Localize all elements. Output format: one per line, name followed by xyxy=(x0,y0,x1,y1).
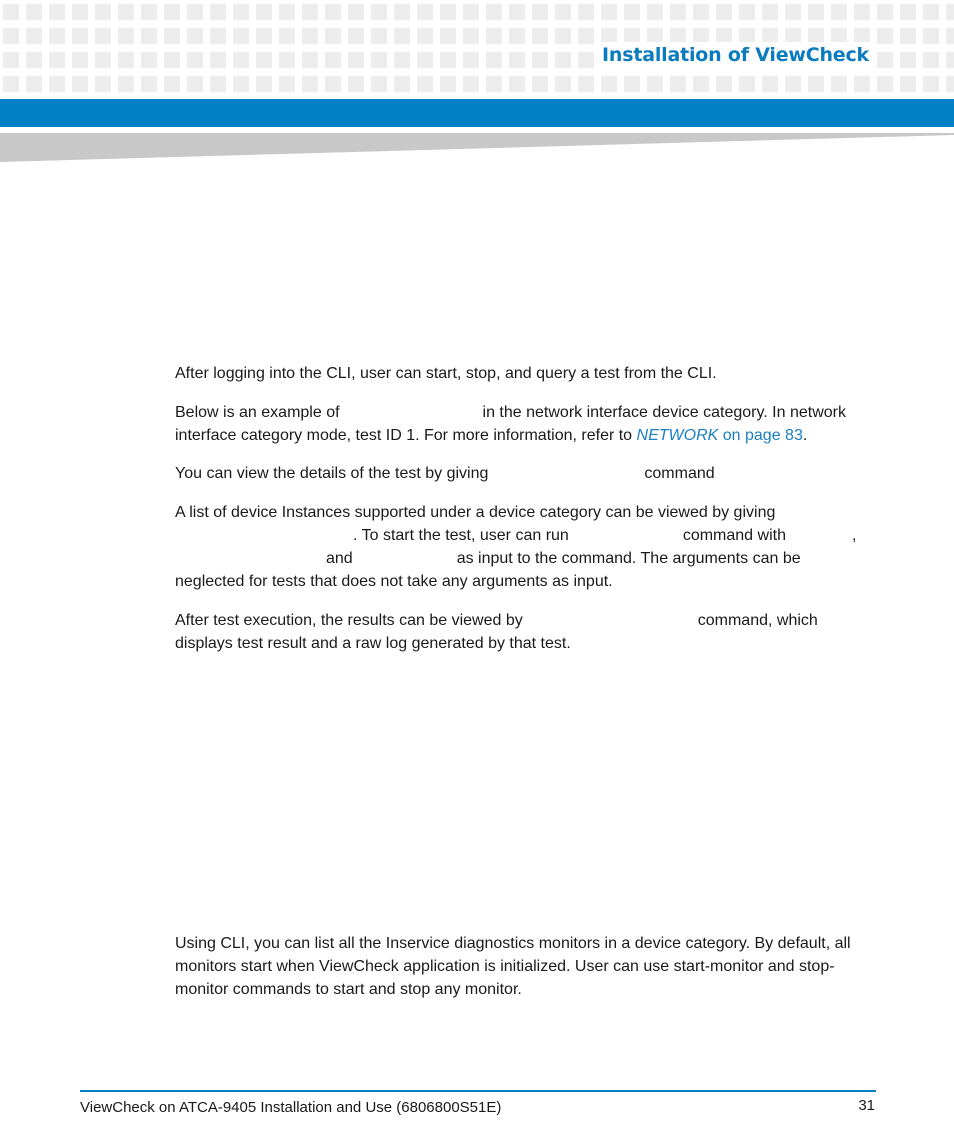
text: After test execution, the results can be viewed by xyxy=(175,612,523,629)
footer-document-title: ViewCheck on ATCA-9405 Installation and Use (6806800S51E) xyxy=(80,1099,502,1116)
text: command xyxy=(644,465,715,482)
text: . To start the test, user can run xyxy=(353,527,569,544)
paragraph-device-instances xyxy=(175,501,875,593)
text: command, which xyxy=(697,612,818,629)
text: You can view the details of the test by giving xyxy=(175,465,489,482)
text: , xyxy=(851,527,857,544)
text: displays test result and a raw log generated by that test. xyxy=(175,635,571,652)
paragraph-results xyxy=(175,609,875,655)
text: A list of device Instances supported under a device category can be viewed by giving xyxy=(175,504,776,521)
page-number: 31 xyxy=(858,1097,875,1114)
paragraph-start-stop-query: After logging into the CLI, user can start, stop, and query a test from the CLI. xyxy=(175,365,717,382)
text: Below is an example of xyxy=(175,404,340,421)
paragraph-view-details xyxy=(175,462,875,485)
text: interface category mode, test ID 1. For more information, refer to xyxy=(175,427,633,444)
section-title: Installation of ViewCheck xyxy=(598,42,873,68)
text: as input to the command. The arguments can be xyxy=(456,550,801,567)
paragraph-example: Below is an example of in the network interface device category. In network interface category mode, test ID 1. For more information, refer to NETWORK on page 83. xyxy=(175,404,846,444)
header-blue-bar xyxy=(0,99,954,127)
network-link[interactable]: NETWORK on page 83 xyxy=(636,427,803,444)
footer-divider xyxy=(80,1090,876,1092)
text: in the network interface device category. In network xyxy=(482,404,846,421)
paragraph-monitors: Using CLI, you can list all the Inservice diagnostics monitors in a device category. By default, all monitors start when ViewCheck application is initialized. User can use start-monitor and stop-monitor commands to start and stop any monitor. xyxy=(175,935,851,998)
text: neglected for tests that does not take any arguments as input. xyxy=(175,573,613,590)
text: command with xyxy=(682,527,786,544)
header-grey-wedge xyxy=(0,130,954,164)
text: and xyxy=(326,550,353,567)
